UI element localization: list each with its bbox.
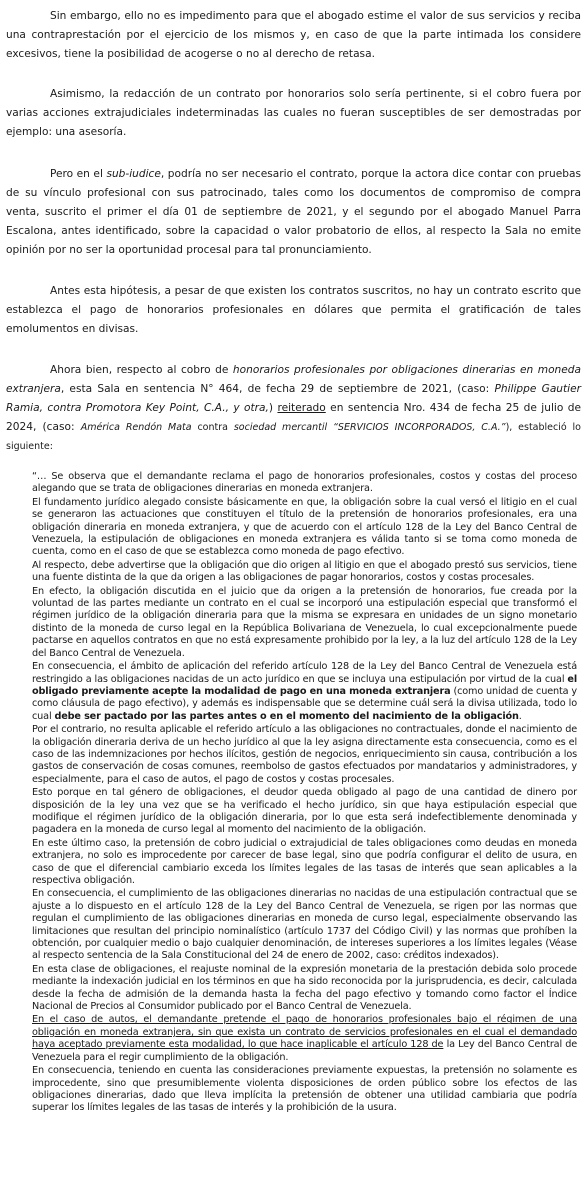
quote-paragraph <box>32 1014 577 1064</box>
q5-text-a: En consecuencia, el ámbito de aplicación del referido artículo 128 de la Ley del Banco Central de Venezuela está restringido a las obligaciones nacidas de un acto jurídico en que se incluya una estipulación por virtud de la cual <box>32 661 577 685</box>
quote-paragraph: En esta clase de obligaciones, el reajuste nominal de la expresión monetaria de la prestación debida solo procede mediante la indexación judicial en los términos en que ha sido reconocida por la jurisprudencia, es decir, calculada desde la fecha de admisión de la demanda hasta la fecha del pago efectivo y tomando como factor el Índice Nacional de Precios al Consumidor publicado por el Banco Central de Venezuela. <box>32 963 577 1013</box>
paragraph-contrato-honorarios: Asimismo, la redacción de un contrato por honorarios solo sería pertinente, si el cobro fuera por varias acciones extrajudiciales indeterminadas las cuales no fueran susceptibles de ser demostradas por ejemplo: una asesoría. <box>6 88 581 138</box>
p5-reiterado: reiterado <box>277 402 326 414</box>
quote-paragraph <box>32 661 577 723</box>
q11-text-b: la Ley del Banco Central de Venezuela para el regir cumplimiento de la obligación. <box>32 1039 577 1063</box>
q5-bold-pactado: debe ser pactado por las partes antes o en el momento del nacimiento de la obligación <box>54 710 519 722</box>
p3-text-a: Pero en el <box>50 168 107 180</box>
p3-sub-iudice: sub-iudice <box>106 168 161 180</box>
p5-contra: contra <box>191 422 234 433</box>
paragraph-sub-iudice <box>6 165 581 260</box>
p5-company: sociedad mercantil “SERVICIOS INCORPORADOS, C.A.” <box>233 422 506 433</box>
quote-paragraph: En consecuencia, teniendo en cuenta las consideraciones previamente expuestas, la pretensión no solamente es improcedente, sino que presumiblemente violenta disposiciones de orden público sobre los efectos de las obligaciones dinerarias, dado que lleva implícita la pretensión de obtener una utilidad cambiaria que podría superar los límites legales de las tasas de interés y la prohibición de la usura. <box>32 1065 577 1114</box>
q11-underlined: En el caso de autos, el demandante pretende el pago de honorarios profesionales bajo el régimen de una obligación en moneda extranjera, sin que exista un contrato de servicios profesionales en el cual el demandado haya aceptado previamente esta modalidad, lo que hace inaplicable el artículo 128 de <box>32 1014 577 1051</box>
block-quote <box>32 471 577 1115</box>
p5-case-name: América Rendón Mata <box>80 422 192 433</box>
p5-text-a: Ahora bien, respecto al cobro de <box>50 364 233 376</box>
quote-paragraph: En efecto, la obligación discutida en el juicio que da origen a la pretensión de honorarios, fue creada por la voluntad de las partes mediante un contrato en el cual se incorporó una estipulación especial que transformó el régimen jurídico de la obligación dineraria para que la misma se expresara en unidades de un signo monetario distinto de la moneda de curso legal en la República Bolivariana de Venezuela, lo cual excepcionalmente puede pactarse en aquellos contratos en que no está expresamente prohibido por la ley, a la luz del artículo 128 de la Ley del Banco Central de Venezuela. <box>32 585 577 659</box>
p3-text-c: , podría no ser necesario el contrato, porque la actora dice contar con pruebas de su vínculo profesional con sus patrocinado, tales como los documentos de compromiso de compra venta, suscrito el primer el día 01 de septiembre de 2021, y el segundo por el abogado Manuel Parra Escalona, antes identificado, sobre la capacidad o valor probatorio de ellos, al respecto la Sala no emite opinión por no ser la oportunidad procesal para tal pronunciamiento. <box>6 168 582 256</box>
p5-case-parties: Philippe Gautier Ramia, contra Promotora Key Point, C.A., y otra, <box>6 383 581 414</box>
q5-text-c: (como unidad de cuenta y como cláusula de pago efectivo), y además es indispensable que se determine cuál será la divisa utilizada, todo lo cual <box>32 685 577 722</box>
quote-paragraph: Esto porque en tal género de obligaciones, el deudor queda obligado al pago de una cantidad de dinero por disposición de la ley una vez que se ha verificado el hecho jurídico, sin que haya estipulación especial que modifique el régimen jurídico de la obligación dineraria, por lo que esta será indefectiblemente denominada y pagadera en la moneda de curso legal al momento del nacimiento de la obligación. <box>32 787 577 836</box>
quote-paragraph: En consecuencia, el cumplimiento de las obligaciones dinerarias no nacidas de una estipulación contractual que se ajuste a lo dispuesto en el artículo 128 de la Ley del Banco Central de Venezuela, se rigen por las normas que regulan el cumplimiento de las obligaciones dinerarias en moneda de curso legal, especialmente observando las limitaciones que resultan del principio nominalístico (artículo 1737 del Código Civil) y las normas que prohíben la obtención, por cualquier medio o bajo cualquier denominación, de intereses superiores a los límites legales (Véase al respecto sentencia de la Sala Constitucional del 24 de enero de 2002, caso: créditos indexados). <box>32 888 577 962</box>
q5-bold-obligado: el obligado previamente acepte la modalidad de pago en una moneda extranjera <box>32 673 577 697</box>
p5-text-k: ), estableció lo siguiente: <box>6 422 581 452</box>
paragraph-ahora-bien <box>6 361 581 456</box>
quote-paragraph: Al respecto, debe advertirse que la obligación que dio origen al litigio en que el abogado prestó sus servicios, tiene una fuente distinta de la que da origen a las obligaciones de pagar honorarios, costos y costas procesales. <box>32 559 577 584</box>
quote-paragraph: “… Se observa que el demandante reclama el pago de honorarios profesionales, costos y costas del proceso alegando que se trata de obligaciones dinerarias en moneda extranjera. <box>32 471 577 495</box>
p5-text-e: ) <box>268 402 278 414</box>
p5-text-c: , esta Sala en sentencia N° 464, de fecha 29 de septiembre de 2021, (caso: <box>60 383 495 395</box>
paragraph-retasa: Sin embargo, ello no es impedimento para que el abogado estime el valor de sus servicios y reciba una contraprestación por el ejercicio de los mismos y, en caso de que la parte intimada los considere excesivos, tiene la posibilidad de acogerse o no al derecho de retasa. <box>6 10 581 60</box>
p5-italic-topic: honorarios profesionales por obligaciones dinerarias en moneda extranjera <box>6 364 581 395</box>
quote-paragraph: En este último caso, la pretensión de cobro judicial o extrajudicial de tales obligaciones como deudas en moneda extranjera, no solo es improcedente por carecer de base legal, sino que podría configurar el delito de usura, en caso de que el diferencial cambiario exceda los límites legales de las tasas de interés que sean aplicables a la respectiva obligación. <box>32 837 577 886</box>
p5-text-g: en sentencia Nro. 434 de fecha 25 de julio de 2024, (caso: <box>6 402 581 433</box>
q5-text-e: . <box>518 710 522 722</box>
quote-paragraph: Por el contrario, no resulta aplicable el referido artículo a las obligaciones no contractuales, donde el nacimiento de la obligación dineraria deriva de un hecho jurídico al que la ley asigna directamente esta consecuencia, como es el caso de las indemnizaciones por hechos ilícitos, gestión de negocios, enriquecimiento sin causa, contribución a los gastos de conservación de cosas comunes, reembolso de gastos efectuados por mandatarios y administradores, y especialmente, para el caso de autos, el pago de costos y costas procesales. <box>32 724 577 785</box>
quote-paragraph: El fundamento jurídico alegado consiste básicamente en que, la obligación sobre la cual versó el litigio en el cual se generaron las actuaciones que constituyen el título de la pretensión de honorarios profesionales, era una obligación dineraria en moneda extranjera, y que de acuerdo con el artículo 128 de la Ley del Banco Central de Venezuela, la estipulación de obligaciones en moneda extranjera es válida tanto si se toma como moneda de cuenta, como en el caso de que se establezca como moneda de pago efectivo. <box>32 496 577 558</box>
paragraph-hipotesis: Antes esta hipótesis, a pesar de que existen los contratos suscritos, no hay un contrato escrito que establezca el pago de honorarios profesionales en dólares que permita el gratificación de tales emolumentos en divisas. <box>6 285 581 335</box>
